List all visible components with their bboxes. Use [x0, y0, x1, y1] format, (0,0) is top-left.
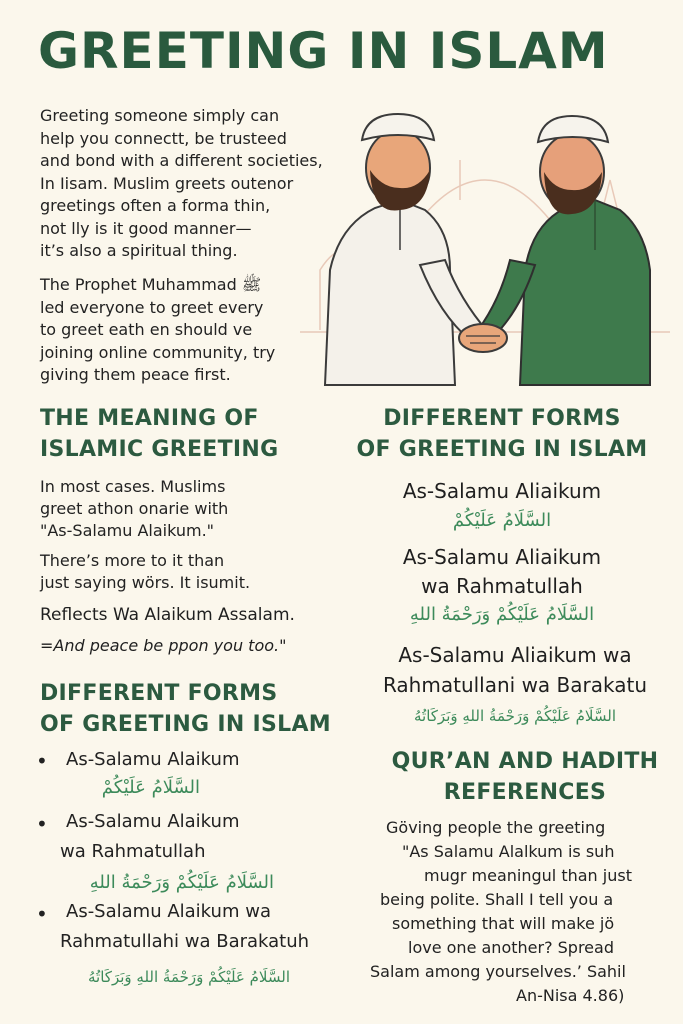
forms-left-heading-line: DIFFERENT FORMS: [40, 681, 278, 706]
form-left-1-eng: As-Salamu Alaikum: [66, 749, 240, 770]
meaning-line: "As-Salamu Alaikum.": [40, 521, 215, 540]
form-right-2-arabic: السَّلَامُ عَلَيْكُمْ وَرَحْمَةُ اللهِ: [409, 604, 595, 625]
prophet-paragraph: [40, 274, 310, 387]
form-right-3-eng-line: Rahmatullani wa Barakatu: [382, 673, 648, 697]
meaning-line: just saying wörs. It isumit.: [40, 573, 251, 592]
form-right-3-arabic: السَّلَامُ عَلَيْكُمْ وَرَحْمَةُ اللهِ وَبَرَكَاتُهُ: [414, 707, 616, 725]
form-right-1-arabic: السَّلَامُ عَلَيْكُمْ: [452, 510, 552, 531]
meaning-heading-line: THE MEANING OF: [40, 406, 259, 431]
form-left-3-eng-line: Rahmatullahi wa Barakatuh: [60, 931, 310, 952]
intro-line: Greeting someone simply can: [40, 106, 280, 125]
intro-line: greetings often a forma thin,: [40, 196, 271, 215]
meaning-reflect: Reflects Wa Alaikum Assalam.: [40, 605, 295, 625]
meaning-line: In most cases. Muslims: [40, 477, 226, 496]
form-left-1-arabic: السَّلَامُ عَلَيْكُمْ: [101, 777, 200, 798]
meaning-heading-line: ISLAMIC GREETING: [40, 437, 279, 462]
prophet-line: joining online community, try: [40, 342, 276, 362]
forms-right-heading-line: DIFFERENT FORMS: [383, 406, 621, 431]
prophet-line: led everyone to greet every: [40, 297, 264, 317]
intro-paragraph: [40, 105, 340, 263]
reference-line: something that will make jö: [392, 914, 615, 933]
forms-left-heading: [40, 678, 331, 740]
meaning-para-1: [40, 476, 228, 542]
forms-right-heading: [352, 403, 652, 465]
form-left-3-eng-line: As-Salamu Alaikum wa: [66, 901, 271, 922]
intro-line: not lly is it good manner—: [40, 218, 252, 238]
form-left-3-arabic: السَّلَامُ عَلَيْكُمْ وَرَحْمَةُ اللهِ وَبَرَكَاتُهُ: [88, 968, 290, 986]
forms-right-heading-line: OF GREETING IN ISLAM: [356, 437, 648, 462]
reference-line: Göving people the greeting: [386, 818, 606, 837]
form-left-2-arabic: السَّلَامُ عَلَيْكُمْ وَرَحْمَةُ اللهِ: [89, 872, 274, 893]
meaning-line: greet athon onarie with: [40, 499, 229, 518]
meaning-heading: [40, 403, 278, 465]
prophet-line: giving them peace first.: [40, 365, 231, 384]
bullet-icon: •: [36, 902, 48, 926]
reference-line: love one another? Spread: [408, 938, 614, 957]
reference-line: "As Salamu Alalkum is suh: [402, 842, 615, 861]
form-right-2-eng-line: wa Rahmatullah: [421, 574, 583, 598]
reference-line: being polite. Shall I tell you a: [380, 890, 614, 909]
prophet-line: The Prophet Muhammad ﷺ: [40, 275, 262, 294]
form-right-1-eng: As-Salamu Aliaikum: [402, 479, 602, 503]
meaning-line: There’s more to it than: [40, 551, 225, 570]
form-left-2-eng-line: As-Salamu Alaikum: [66, 811, 240, 832]
reference-line: Salam among yourselves.’ Sahil: [370, 962, 626, 981]
intro-line: help you connectt, be trusteed: [40, 128, 287, 148]
form-right-3-eng-line: As-Salamu Aliaikum wa: [398, 643, 632, 667]
intro-line: In Iisam. Muslim greets outenor: [40, 173, 294, 193]
reference-line: An-Nisa 4.86): [516, 986, 625, 1005]
meaning-para-2: [40, 550, 250, 594]
form-right-2-eng-line: As-Salamu Aliaikum: [402, 545, 602, 569]
intro-line: it’s also a spiritual thing.: [40, 241, 238, 260]
form-left-2-eng-line: wa Rahmatullah: [60, 841, 206, 862]
meaning-quote: =And peace be ppon you too.": [40, 636, 287, 655]
references-heading-line: REFERENCES: [443, 780, 607, 805]
references-heading: [370, 746, 680, 808]
handshake-illustration: [300, 100, 670, 390]
bullet-icon: •: [36, 812, 48, 836]
intro-line: and bond with a different societies,: [40, 151, 323, 170]
forms-left-heading-line: OF GREETING IN ISLAM: [40, 712, 331, 737]
bullet-icon: •: [36, 749, 48, 773]
references-heading-line: QUR’AN AND HADITH: [391, 749, 659, 774]
page-title: GREETING IN ISLAM: [38, 22, 609, 80]
reference-line: mugr meaningul than just: [424, 866, 632, 885]
prophet-line: to greet eath en should ve: [40, 320, 253, 339]
